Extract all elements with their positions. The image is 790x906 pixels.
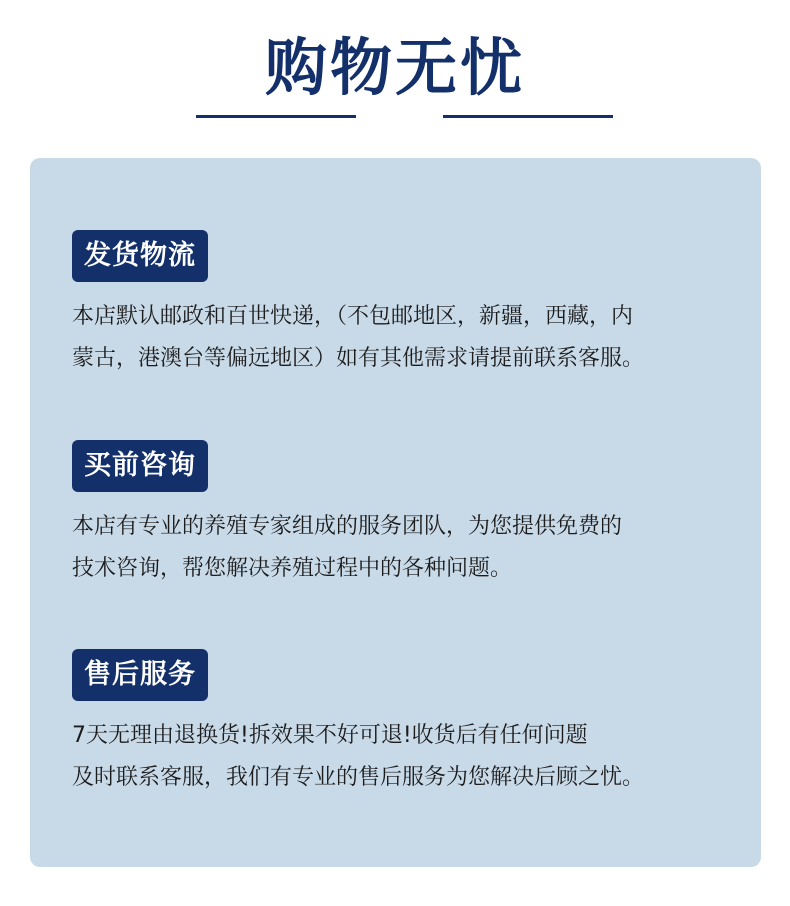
section-line: 本店有专业的养殖专家组成的服务团队，为您提供免费的 xyxy=(72,514,623,539)
section-presale xyxy=(72,440,732,590)
title-underline-left xyxy=(196,115,356,118)
section-badge-aftersale: 售后服务 xyxy=(72,649,208,701)
section-body-presale xyxy=(72,506,732,590)
section-body-shipping xyxy=(72,296,732,380)
section-line: 蒙古，港澳台等偏远地区）如有其他需求请提前联系客服。 xyxy=(72,346,645,371)
section-shipping xyxy=(72,230,732,380)
section-aftersale xyxy=(72,649,732,799)
title-underline-right xyxy=(443,115,613,118)
section-badge-shipping: 发货物流 xyxy=(72,230,208,282)
page-title: 购物无忧 xyxy=(264,31,525,104)
section-badge-presale: 买前咨询 xyxy=(72,440,208,492)
section-line: 本店默认邮政和百世快递，（不包邮地区，新疆，西藏，内 xyxy=(72,304,634,329)
section-body-aftersale xyxy=(72,715,732,799)
section-line: 及时联系客服，我们有专业的售后服务为您解决后顾之忧。 xyxy=(72,765,645,790)
section-line: 技术咨询，帮您解决养殖过程中的各种问题。 xyxy=(72,556,513,581)
section-line: 7天无理由退换货!拆效果不好可退!收货后有任何问题 xyxy=(72,723,588,748)
info-panel xyxy=(30,158,761,867)
